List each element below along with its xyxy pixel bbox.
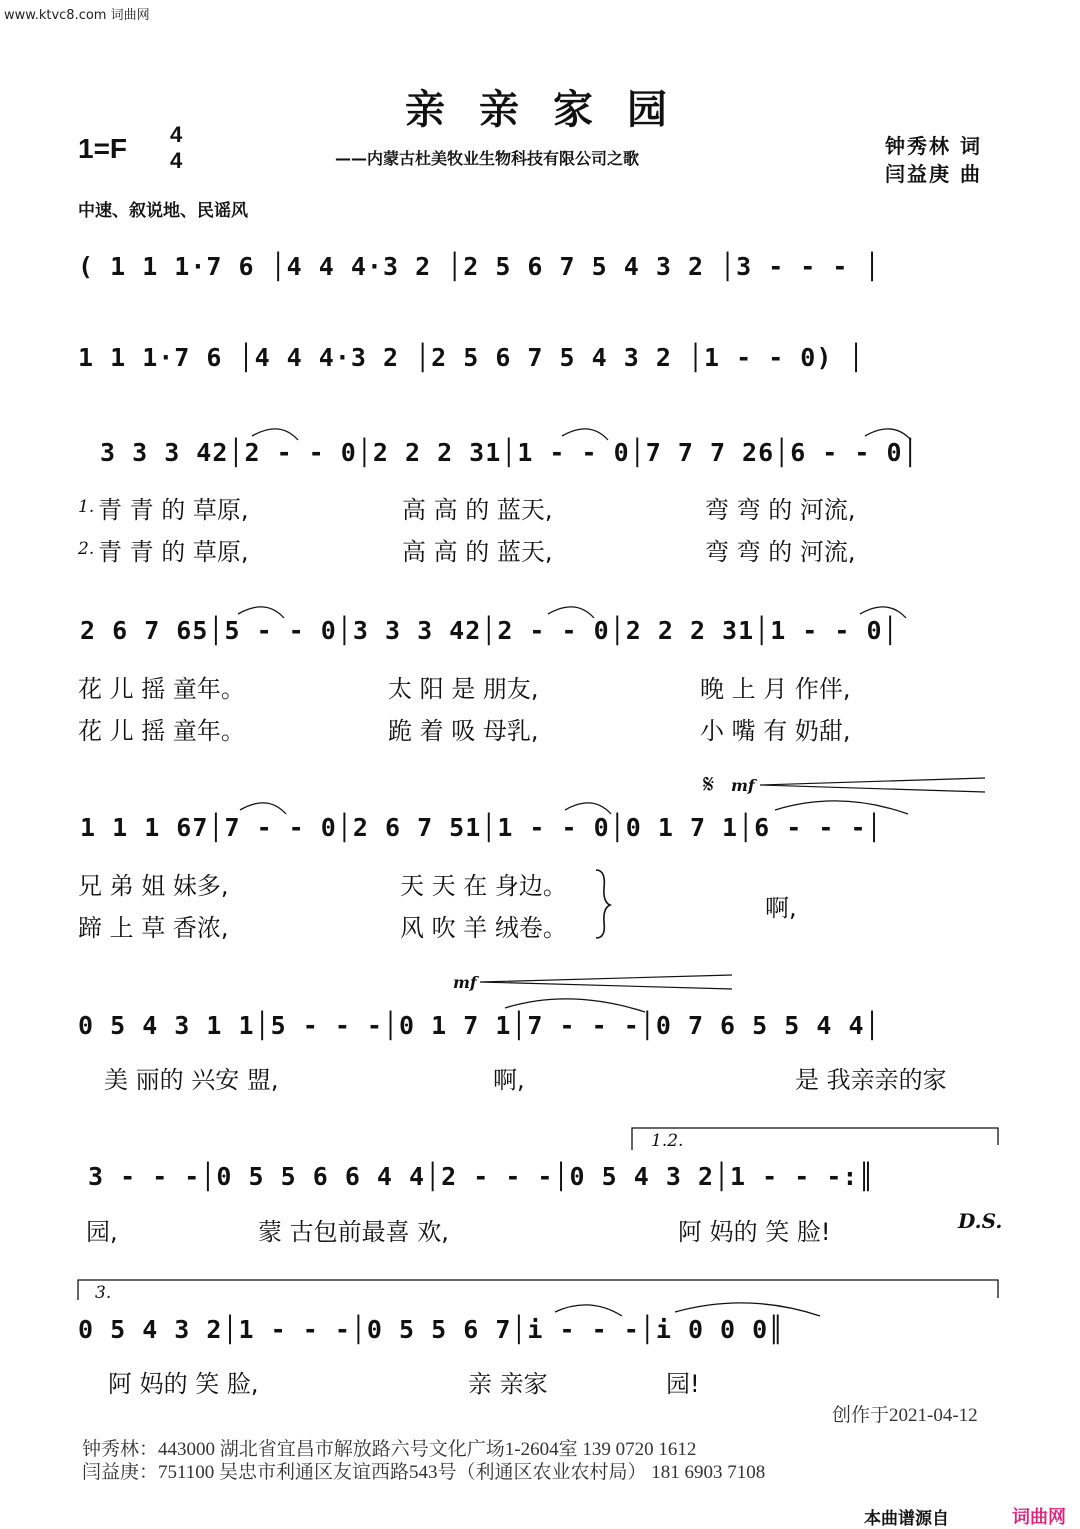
- lyric-line: 弯 弯 的 河流,: [705, 538, 856, 566]
- lyric-line: 啊,: [493, 1066, 525, 1094]
- tie-arc: [675, 1303, 820, 1316]
- ds-marking: D.S.: [958, 1209, 1003, 1233]
- notation-row-8: 0 5 4 3 2│1 - - -│0 5 5 6 7│i - - -│i 0 0 0║: [78, 1315, 785, 1344]
- lyric-line: 太 阳 是 朋友,: [388, 675, 539, 703]
- lyric-line: 天 天 在 身边。: [400, 872, 567, 900]
- watermark: www.ktvc8.com 词曲网: [4, 8, 150, 23]
- lyric-line: 风 吹 羊 绒卷。: [400, 914, 567, 942]
- tie-arc: [505, 999, 645, 1012]
- notation-row-6: 0 5 4 3 1 1│5 - - -│0 1 7 1│7 - - -│0 7 6 5 5 4 4│: [78, 1011, 881, 1040]
- lyric-line: 阿 妈的 笑 脸,: [108, 1370, 259, 1398]
- tie-arc: [252, 429, 298, 440]
- lyricist-credit: 钟秀林 词: [885, 134, 982, 158]
- verse-2-label: 2.: [78, 539, 95, 559]
- lyric-line: 园!: [666, 1370, 700, 1398]
- crescendo-hairpin: [760, 778, 985, 792]
- tie-arc: [775, 801, 908, 814]
- time-signature-top: 4: [170, 122, 183, 147]
- lyric-line: 美 丽的 兴安 盟,: [104, 1066, 279, 1094]
- contact-line: 闫益庚：751100 吴忠市利通区友谊西路543号（利通区农业农村局） 181 6903 7108: [82, 1462, 766, 1483]
- lyric-line: 青 青 的 草原,: [98, 538, 249, 566]
- verse-1-label: 1.: [78, 497, 95, 517]
- lyric-line: 蹄 上 草 香浓,: [78, 914, 229, 942]
- brand-link[interactable]: 词曲网: [1012, 1507, 1066, 1528]
- tie-arc: [238, 607, 284, 618]
- song-subtitle: ——内蒙古杜美牧业生物科技有限公司之歌: [335, 149, 640, 168]
- notation-row-4: 2 6 7 65│5 - - 0│3 3 3 42│2 - - 0│2 2 2 31│1 - - 0│: [80, 616, 899, 645]
- tie-arc: [555, 1305, 622, 1316]
- lyric-line: 蒙 古包前最喜 欢,: [258, 1218, 449, 1246]
- key-signature: 1=F: [78, 133, 128, 164]
- time-signature-bottom: 4: [170, 148, 183, 173]
- tempo-marking: 中速、叙说地、民谣风: [78, 201, 248, 221]
- creation-date: 创作于2021-04-12: [832, 1405, 978, 1426]
- segno-icon: 𝄋: [703, 770, 715, 800]
- tie-arc: [240, 803, 286, 814]
- lyric-line: 阿 妈的 笑 脸!: [678, 1218, 831, 1246]
- volta-bracket: [632, 1128, 998, 1150]
- volta-bracket: [78, 1280, 998, 1300]
- lyric-line: 园,: [86, 1218, 118, 1246]
- tie-arc: [565, 803, 611, 814]
- tie-arc: [548, 607, 594, 618]
- notation-row-1: ( 1 1 1·7 6 │4 4 4·3 2 │2 5 6 7 5 4 3 2 │3 - - - │: [78, 252, 881, 281]
- lyric-line: 高 高 的 蓝天,: [402, 496, 553, 524]
- notation-row-7: 3 - - -│0 5 5 6 6 4 4│2 - - -│0 5 4 3 2│1 - - -:║: [88, 1162, 875, 1191]
- lyric-line: 晚 上 月 作伴,: [700, 675, 851, 703]
- notation-row-5: 1 1 1 67│7 - - 0│2 6 7 51│1 - - 0│0 1 7 1│6 - - -│: [80, 813, 883, 842]
- tie-arc: [860, 607, 906, 618]
- mf-dynamic: mf: [731, 776, 755, 795]
- volta-3-label: 3.: [95, 1283, 112, 1303]
- verse-brace: [596, 870, 610, 938]
- mf-dynamic: mf: [453, 973, 477, 992]
- lyric-line: 小 嘴 有 奶甜,: [700, 717, 851, 745]
- source-label: 本曲谱源自: [864, 1509, 949, 1529]
- lyric-line: 啊,: [765, 894, 797, 922]
- lyric-line: 花 儿 摇 童年。: [78, 675, 245, 703]
- lyric-line: 跪 着 吸 母乳,: [388, 717, 539, 745]
- lyric-line: 弯 弯 的 河流,: [705, 496, 856, 524]
- song-title: 亲亲家园: [405, 86, 701, 133]
- notation-row-2: 1 1 1·7 6 │4 4 4·3 2 │2 5 6 7 5 4 3 2 │1 - - 0) │: [78, 343, 865, 372]
- lyric-line: 兄 弟 姐 妹多,: [78, 872, 229, 900]
- tie-arc: [562, 429, 608, 440]
- notation-row-3: 3 3 3 42│2 - - 0│2 2 2 31│1 - - 0│7 7 7 26│6 - - 0│: [100, 438, 919, 467]
- lyric-line: 亲 亲家: [468, 1370, 548, 1398]
- lyric-line: 是 我亲亲的家: [795, 1066, 947, 1094]
- lyric-line: 高 高 的 蓝天,: [402, 538, 553, 566]
- volta-1-2-label: 1.2.: [651, 1131, 684, 1151]
- tie-arc: [865, 429, 911, 440]
- crescendo-hairpin: [480, 975, 732, 989]
- lyric-line: 花 儿 摇 童年。: [78, 717, 245, 745]
- lyric-line: 青 青 的 草原,: [98, 496, 249, 524]
- composer-credit: 闫益庚 曲: [885, 162, 982, 186]
- contact-line: 钟秀林：443000 湖北省宜昌市解放路六号文化广场1-2604室 139 0720 1612: [82, 1439, 697, 1460]
